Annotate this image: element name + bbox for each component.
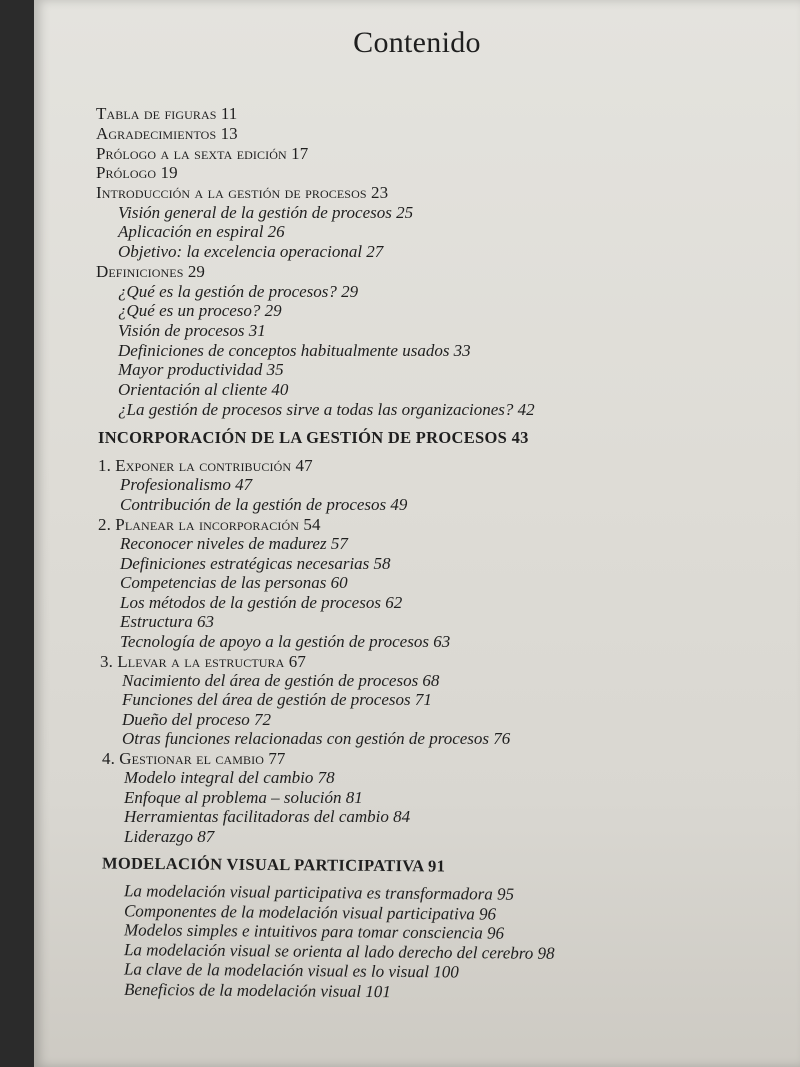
toc-subentry: Profesionalismo 47 [120,475,253,494]
toc-subentry: Competencias de las personas 60 [120,573,348,592]
toc-subentry: Definiciones estratégicas necesarias 58 [120,554,391,573]
toc-subentry: Contribución de la gestión de procesos 49 [120,495,408,514]
toc-subentry: Funciones del área de gestión de procesos 71 [122,690,432,709]
toc-subentry: Definiciones de conceptos habitualmente usados 33 [118,341,471,360]
book-page [34,0,800,1067]
toc-subentry: La modelación visual participativa es transformadora 95 [123,881,515,904]
toc-subentry: Nacimiento del área de gestión de procesos 68 [122,671,440,690]
toc-subentry: Beneficios de la modelación visual 101 [123,979,391,1002]
toc-chapter-entry: Prólogo 19 [96,163,178,182]
toc-subentry: Liderazgo 87 [124,827,215,846]
toc-subentry: Aplicación en espiral 26 [118,222,285,241]
toc-subentry: Estructura 63 [120,612,214,631]
toc-subentry: Reconocer niveles de madurez 57 [120,534,348,553]
toc-subentry: Modelo integral del cambio 78 [124,768,335,787]
toc-subentry: Mayor productividad 35 [118,360,284,379]
toc-chapter-entry: 3. Llevar a la estructura 67 [100,652,306,671]
toc-subentry: La clave de la modelación visual es lo visual 100 [123,959,459,982]
toc-subentry: Herramientas facilitadoras del cambio 84 [124,807,411,826]
toc-chapter-entry: Prólogo a la sexta edición 17 [96,144,309,163]
toc-subentry: ¿Qué es la gestión de procesos? 29 [118,282,359,301]
toc-section-heading: INCORPORACIÓN DE LA GESTIÓN DE PROCESOS 43 [98,428,529,447]
toc-chapter-entry: 2. Planear la incorporación 54 [98,515,321,534]
toc-subentry: Dueño del proceso 72 [122,710,272,729]
toc-subentry: Modelos simples e intuitivos para tomar consciencia 96 [123,920,505,943]
toc-subentry: Otras funciones relacionadas con gestión de procesos 76 [122,729,511,748]
toc-subentry: Componentes de la modelación visual participativa 96 [123,901,497,924]
toc-subentry: Enfoque al problema – solución 81 [124,788,363,807]
toc-subentry: Tecnología de apoyo a la gestión de procesos 63 [120,632,451,651]
toc-subentry: Visión general de la gestión de procesos 25 [118,203,414,222]
toc-chapter-entry: 1. Exponer la contribución 47 [98,456,313,475]
toc-subentry: Orientación al cliente 40 [118,380,289,399]
table-of-contents [34,0,800,1067]
toc-subentry: Visión de procesos 31 [118,321,266,340]
toc-subentry: Los métodos de la gestión de procesos 62 [120,593,403,612]
toc-subentry: La modelación visual se orienta al lado derecho del cerebro 98 [123,940,555,963]
toc-subentry: ¿Qué es un proceso? 29 [118,301,282,320]
toc-chapter-entry: Introducción a la gestión de procesos 23 [96,183,389,202]
toc-chapter-entry: Agradecimientos 13 [96,124,238,143]
toc-section-heading: MODELACIÓN VISUAL PARTICIPATIVA 91 [101,853,446,876]
toc-subentry: Objetivo: la excelencia operacional 27 [118,242,384,261]
toc-chapter-entry: 4. Gestionar el cambio 77 [102,749,286,768]
page-title: Contenido [353,26,481,59]
toc-subentry: ¿La gestión de procesos sirve a todas las organizaciones? 42 [118,400,535,419]
toc-chapter-entry: Definiciones 29 [96,262,206,281]
toc-chapter-entry: Tabla de figuras 11 [96,104,238,123]
